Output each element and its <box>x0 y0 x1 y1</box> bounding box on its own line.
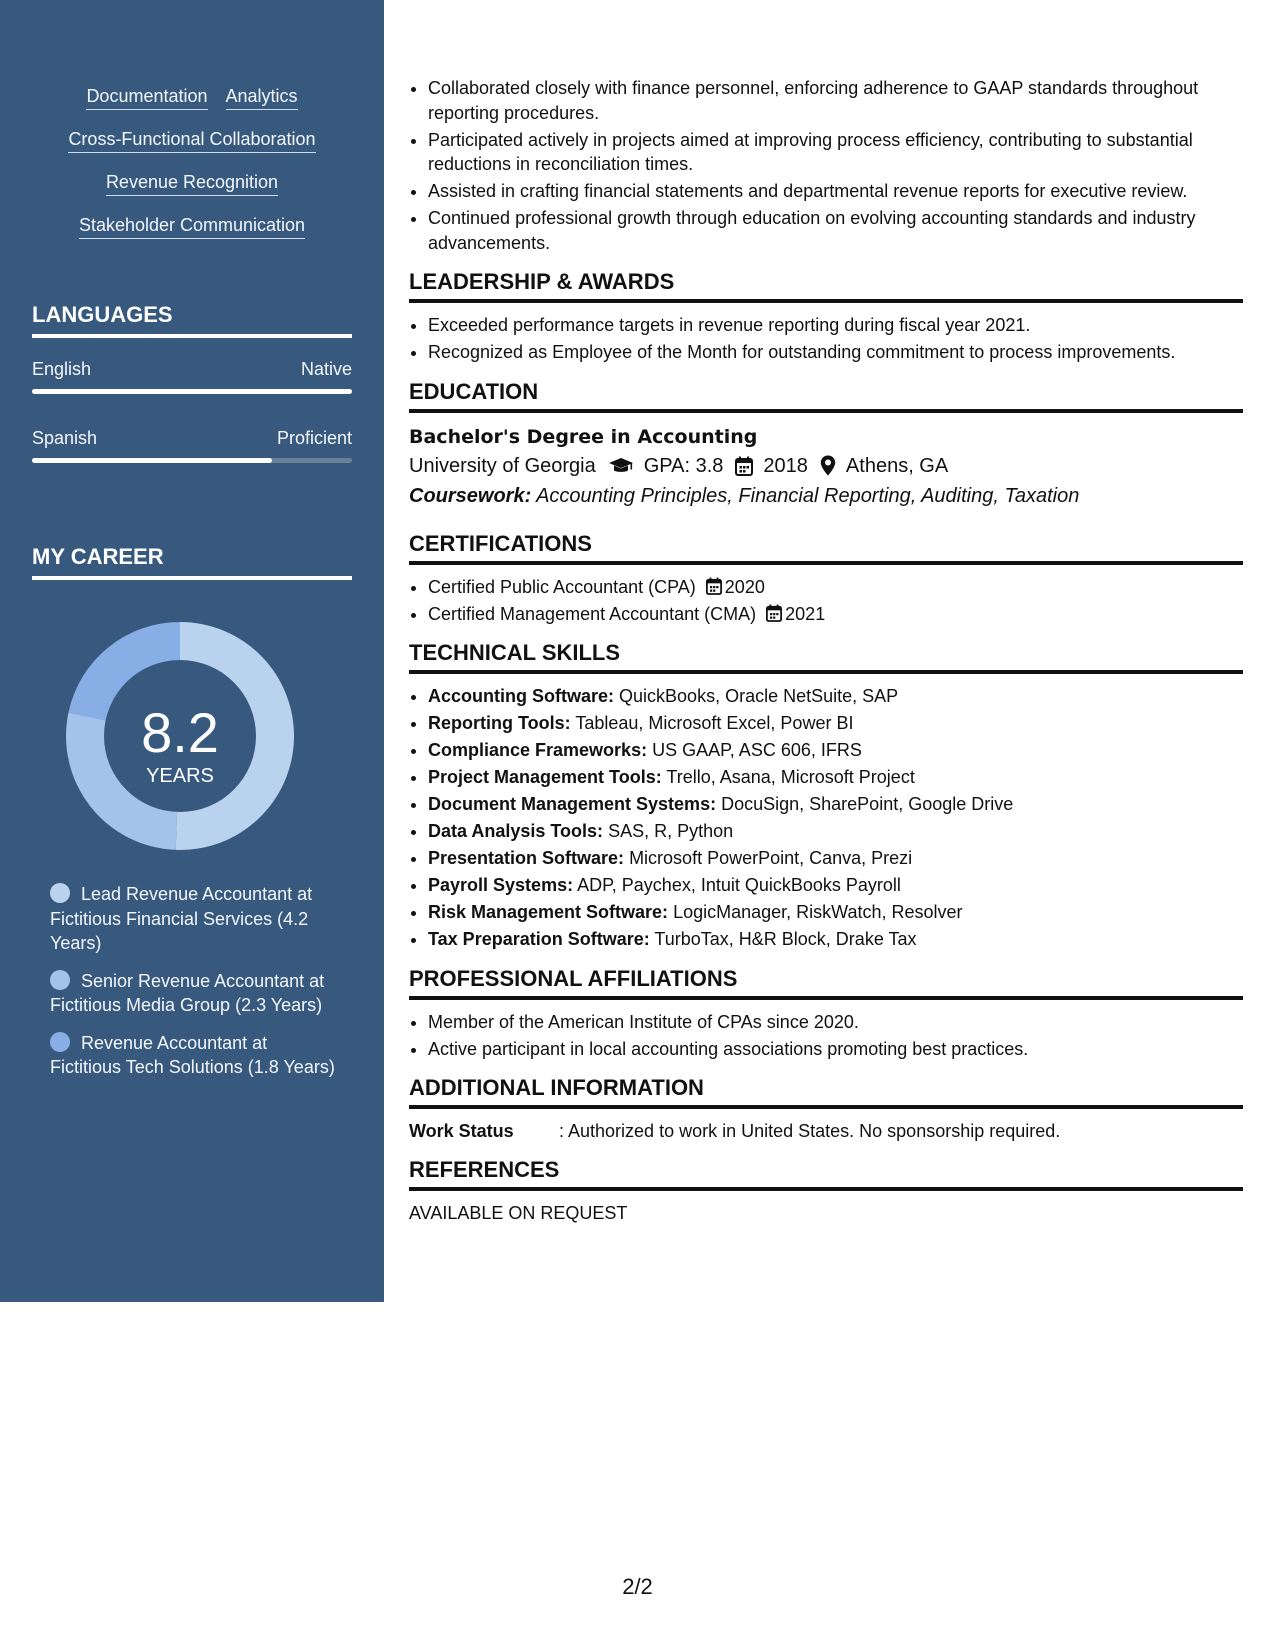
section-title-education: EDUCATION <box>409 379 1243 413</box>
main-content <box>409 76 1243 1225</box>
list-item <box>428 684 1243 709</box>
coursework-label: Coursework: <box>409 484 532 507</box>
skill-value: ADP, Paychex, Intuit QuickBooks Payroll <box>577 875 901 895</box>
skill-label: Payroll Systems: <box>428 875 574 895</box>
list-item: • Active participant in local accounting associations promoting best practices. <box>428 1037 1243 1062</box>
list-item: • Member of the American Institute of CPAs since 2020. <box>428 1010 1243 1035</box>
calendar-icon <box>706 577 722 595</box>
skill-tag: Stakeholder Communication <box>79 215 305 239</box>
list-item <box>428 846 1243 871</box>
skill-value: Tableau, Microsoft Excel, Power BI <box>575 713 854 733</box>
skill-value: SAS, R, Python <box>608 821 734 841</box>
calendar-icon <box>766 604 782 622</box>
skill-tag: Documentation <box>86 86 207 110</box>
coursework <box>409 481 1243 511</box>
career-item: Senior Revenue Accountant at Fictitious Media Group (2.3 Years) <box>50 970 325 1015</box>
list-item <box>428 711 1243 736</box>
section-title-references: REFERENCES <box>409 1157 1243 1191</box>
list-item <box>428 765 1243 790</box>
section-title-additional-info: ADDITIONAL INFORMATION <box>409 1075 1243 1109</box>
list-item: • Continued professional growth through education on evolving accounting standards and industry advancements. <box>428 206 1243 255</box>
career-heading: MY CAREER <box>32 544 352 580</box>
list-item <box>428 602 1243 627</box>
experience-bullets <box>409 76 1243 255</box>
skill-row <box>32 86 352 110</box>
sidebar <box>0 0 384 1302</box>
leadership-list <box>409 313 1243 365</box>
skill-value: US GAAP, ASC 606, IFRS <box>652 740 862 760</box>
language-name: Spanish <box>32 428 98 448</box>
skill-label: Presentation Software: <box>428 848 625 868</box>
language-bar <box>32 389 352 394</box>
language-name: English <box>32 359 92 379</box>
section-title-affiliations: PROFESSIONAL AFFILIATIONS <box>409 966 1243 1000</box>
skill-row <box>32 215 352 239</box>
skill-value: DocuSign, SharePoint, Google Drive <box>721 794 1014 814</box>
skill-row <box>32 129 352 153</box>
career-donut-chart <box>66 622 294 850</box>
skill-value: TurboTax, H&R Block, Drake Tax <box>654 929 917 949</box>
work-status-row <box>409 1119 1243 1143</box>
skill-tag: Analytics <box>226 86 298 110</box>
skill-value: LogicManager, RiskWatch, Resolver <box>673 902 963 922</box>
affiliations-list <box>409 1010 1243 1062</box>
gpa: GPA: 3.8 <box>643 454 724 477</box>
language-level: Proficient <box>276 428 352 448</box>
skill-value: Trello, Asana, Microsoft Project <box>666 767 915 787</box>
calendar-icon <box>735 456 753 476</box>
language-bar-fill <box>32 458 272 463</box>
career-item: Lead Revenue Accountant at Fictitious Financial Services (4.2 Years) <box>50 884 313 953</box>
school-location: Athens, GA <box>845 454 949 477</box>
skill-label: Tax Preparation Software: <box>428 929 650 949</box>
list-item: • Participated actively in projects aimed at improving process efficiency, contributing to substantial reductions in reconciliation times. <box>428 128 1243 177</box>
technical-skills-list <box>409 684 1243 952</box>
school-name: University of Georgia <box>409 454 596 477</box>
language-spanish <box>32 428 352 463</box>
skill-label: Project Management Tools: <box>428 767 662 787</box>
certification-name: Certified Public Accountant (CPA) <box>428 576 696 597</box>
list-item <box>428 738 1243 763</box>
graduation-year: 2018 <box>763 454 808 477</box>
legend-dot-icon <box>50 883 70 903</box>
skill-row <box>32 172 352 196</box>
career-list <box>50 882 340 1093</box>
skill-label: Reporting Tools: <box>428 713 571 733</box>
career-total-years: 8.2 <box>141 701 219 764</box>
section-title-leadership: LEADERSHIP & AWARDS <box>409 269 1243 303</box>
degree-title: Bachelor's Degree in Accounting <box>409 425 758 448</box>
list-item <box>428 900 1243 925</box>
skill-label: Data Analysis Tools: <box>428 821 604 841</box>
skill-label: Risk Management Software: <box>428 902 669 922</box>
certifications-list <box>409 575 1243 627</box>
list-item <box>428 575 1243 600</box>
language-english <box>32 359 352 394</box>
list-item: • Assisted in crafting financial statements and departmental revenue reports for executive review. <box>428 179 1243 204</box>
work-status-value: : Authorized to work in United States. No sponsorship required. <box>559 1121 1061 1141</box>
references-text: AVAILABLE ON REQUEST <box>409 1203 628 1223</box>
skill-tag: Cross-Functional Collaboration <box>68 129 315 153</box>
language-level: Native <box>300 359 352 379</box>
map-pin-icon <box>820 455 836 476</box>
skill-value: QuickBooks, Oracle NetSuite, SAP <box>619 686 899 706</box>
skill-label: Accounting Software: <box>428 686 615 706</box>
certification-year: 2020 <box>724 576 765 597</box>
list-item <box>428 873 1243 898</box>
language-bar-fill <box>32 389 352 394</box>
career-total-unit: YEARS <box>146 765 214 787</box>
certification-name: Certified Management Accountant (CMA) <box>428 603 757 624</box>
languages-heading: LANGUAGES <box>32 302 352 338</box>
language-bar <box>32 458 352 463</box>
career-item: Revenue Accountant at Fictitious Tech Solutions (1.8 Years) <box>50 1032 335 1077</box>
section-title-technical-skills: TECHNICAL SKILLS <box>409 640 1243 674</box>
list-item: • Recognized as Employee of the Month for outstanding commitment to process improvements. <box>428 340 1243 365</box>
list-item: • Collaborated closely with finance personnel, enforcing adherence to GAAP standards throughout reporting procedures. <box>428 76 1243 125</box>
work-status-label: Work Status <box>409 1121 514 1141</box>
list-item: • Exceeded performance targets in revenue reporting during fiscal year 2021. <box>428 313 1243 338</box>
skills-tags <box>32 86 352 258</box>
skill-tag: Revenue Recognition <box>106 172 278 196</box>
section-title-certifications: CERTIFICATIONS <box>409 531 1243 565</box>
skill-value: Microsoft PowerPoint, Canva, Prezi <box>629 848 913 868</box>
certification-year: 2021 <box>785 603 826 624</box>
list-item <box>428 927 1243 952</box>
list-item <box>428 792 1243 817</box>
page-number: 2/2 <box>622 1574 653 1599</box>
skill-label: Document Management Systems: <box>428 794 717 814</box>
coursework-list: Accounting Principles, Financial Reporting, Auditing, Taxation <box>536 484 1080 507</box>
list-item <box>428 819 1243 844</box>
legend-dot-icon <box>50 1032 70 1052</box>
education-details <box>409 451 1243 481</box>
legend-dot-icon <box>50 970 70 990</box>
graduation-cap-icon <box>608 457 634 475</box>
skill-label: Compliance Frameworks: <box>428 740 648 760</box>
